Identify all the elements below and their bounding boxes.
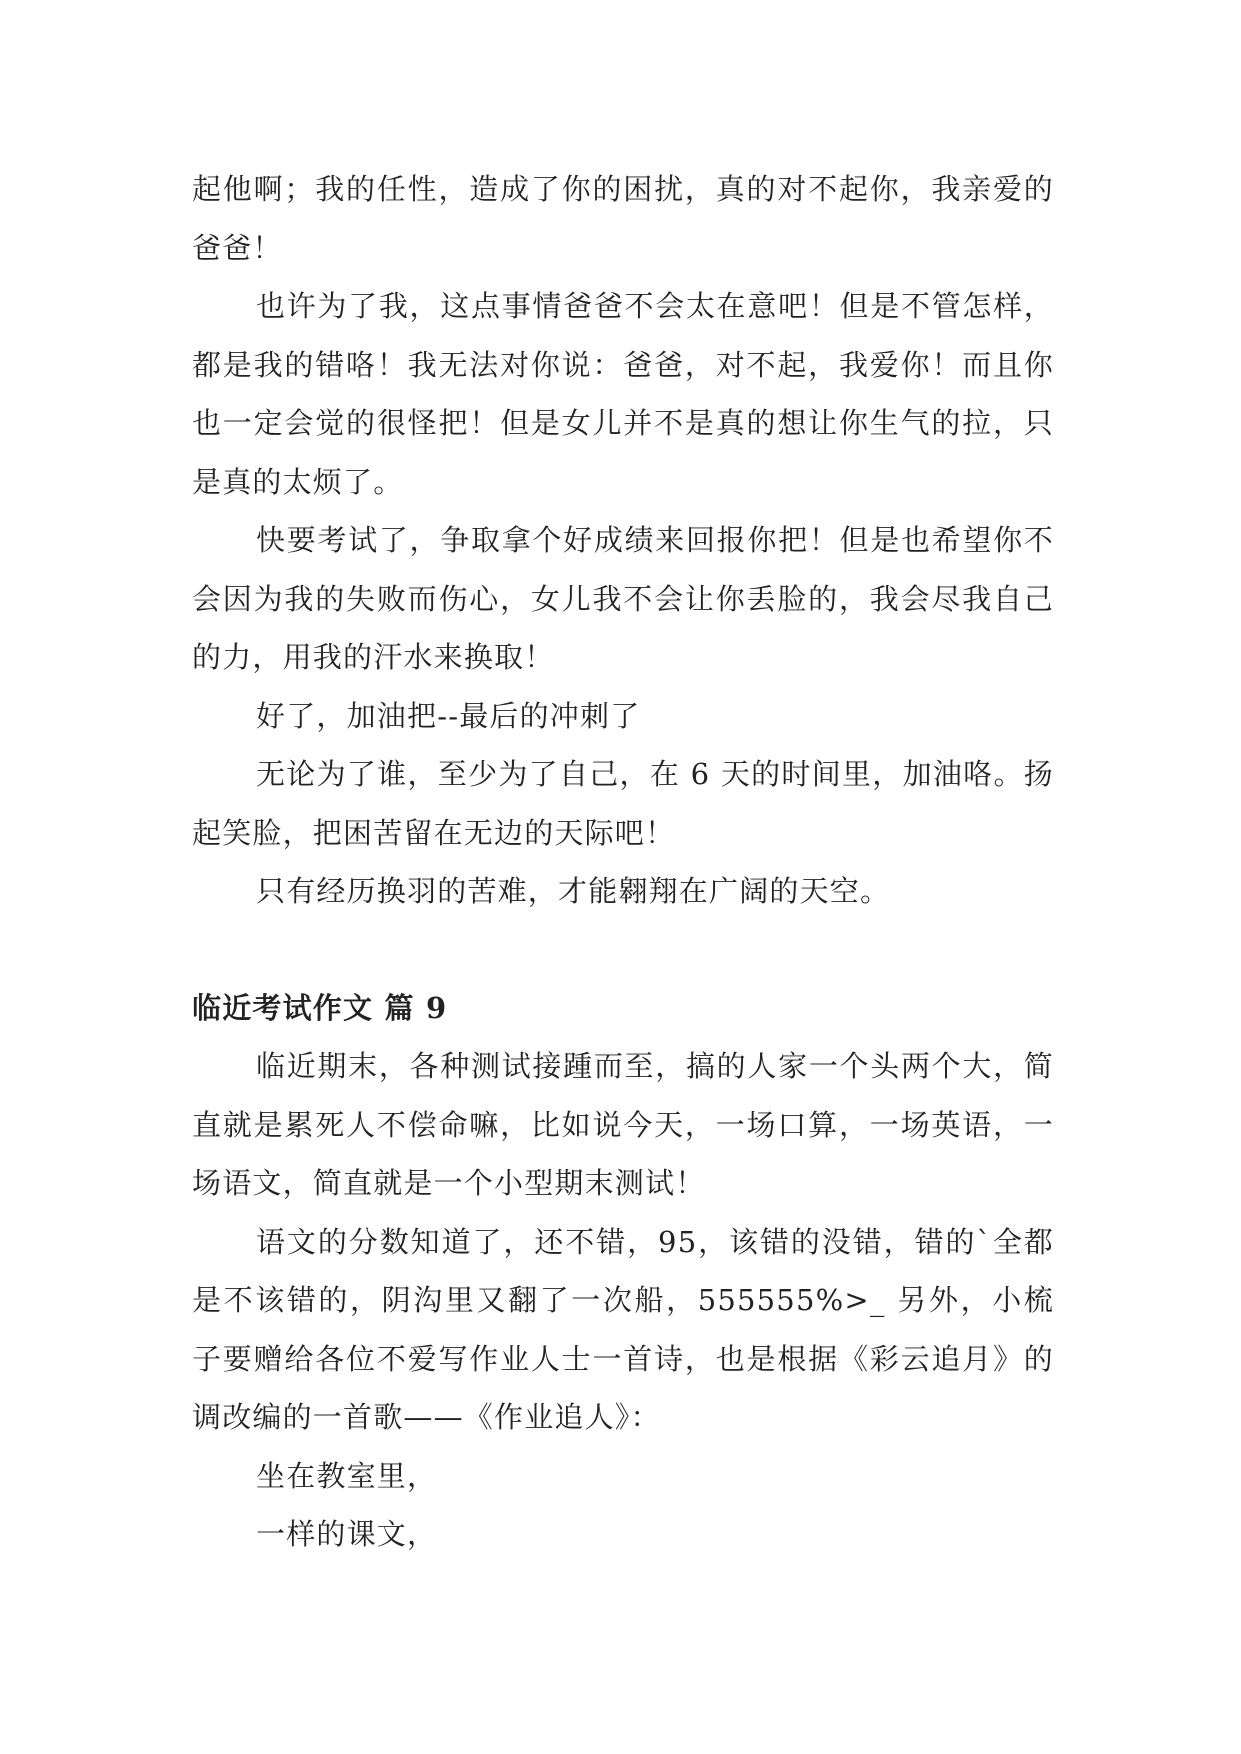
paragraph-exam-promise: 快要考试了，争取拿个好成绩来回报你把！但是也希望你不会因为我的失败而伤心，女儿我不会让你丢脸的，我会尽我自己的力，用我的汗水来换取！: [192, 523, 1054, 674]
paragraph-closing-line: 只有经历换羽的苦难，才能翱翔在广阔的天空。: [256, 874, 891, 908]
paragraph-exam-week: 临近期末，各种测试接踵而至，搞的人家一个头两个大，简直就是累死人不偿命嘛，比如说今天，一场口算，一场英语，一场语文，简直就是一个小型期末测试！: [192, 1049, 1054, 1200]
section-spacer: [192, 921, 1054, 979]
poem-line-2: 一样的课文，: [256, 1517, 438, 1551]
paragraph-cheer: 好了，加油把--最后的冲刺了: [256, 698, 641, 733]
paragraph-continuation: 起他啊；我的任性，造成了你的困扰，真的对不起你，我亲爱的爸爸！: [192, 172, 1054, 265]
section-heading: 临近考试作文 篇 9: [192, 990, 448, 1025]
paragraph-chinese-score: 语文的分数知道了，还不错，95，该错的没错，错的`全都是不该错的，阴沟里又翻了一次船，555555%>_ 另外，小梳子要赠给各位不爱写作业人士一首诗，也是根据《彩云追月》的调改编的一首歌——《作业追人》：: [192, 1224, 1054, 1434]
document-page: [192, 160, 1054, 1564]
paragraph-apology: 也许为了我，这点事情爸爸不会太在意吧！但是不管怎样，都是我的错咯！我无法对你说：爸爸，对不起，我爱你！而且你也一定会觉的很怪把！但是女儿并不是真的想让你生气的拉，只是真的太烦了。: [192, 289, 1054, 499]
paragraph-six-days: 无论为了谁，至少为了自己，在 6 天的时间里，加油咯。扬起笑脸，把困苦留在无边的天际吧！: [192, 757, 1054, 850]
poem-line-1: 坐在教室里，: [256, 1458, 438, 1493]
